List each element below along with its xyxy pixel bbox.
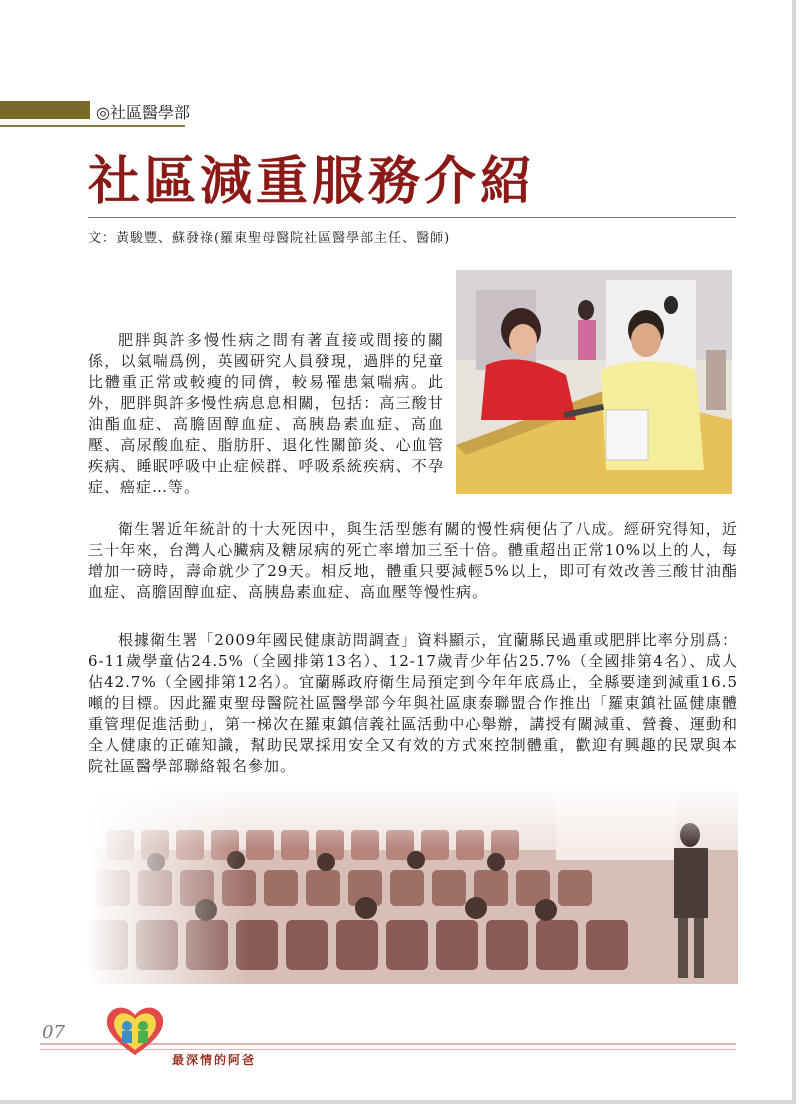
photo-blood-pressure-check-image [456,270,732,494]
paragraph-2: 衛生署近年統計的十大死因中，與生活型態有關的慢性病便佔了八成。經研究得知，近三十年來，台灣人心臟病及糖尿病的死亡率增加三至十倍。體重超出正常10%以上的人，每增加一磅時，壽命就少了29天。相反地，體重只要減輕5%以上，即可有效改善三酸甘油酯血症、高膽固醇血症、高胰島素血症、高血壓等慢性病。 [88,520,738,601]
footer-tagline: 最深情的阿爸 [172,1053,257,1067]
title-rule [88,217,736,218]
paragraph-1: 肥胖與許多慢性病之間有著直接或間接的關係，以氣喘爲例，英國研究人員發現，過胖的兒童比體重正常或較瘦的同儕，較易罹患氣喘病。此外，肥胖與許多慢性病息息相關，包括：高三酸甘油酯血症、高膽固醇血症、高胰島素血症、高血壓、高尿酸血症、脂肪肝、退化性關節炎、心血管疾病、睡眠呼吸中止症候群、呼吸系統疾病、不孕症、癌症…等。 [88,331,444,496]
photo-lecture-audience-image [86,790,738,984]
photo-lecture-audience [86,790,738,984]
section-color-bar [0,101,90,119]
page-number: 07 [42,1022,65,1043]
section-underline [0,125,185,127]
heart-logo-icon [100,1000,170,1060]
article-author: 文：黃駿豐、蘇發祿(羅東聖母醫院社區醫學部主任、醫師) [88,231,451,246]
section-label: ◎社區醫學部 [96,103,190,122]
article-title: 社區減重服務介紹 [88,151,537,212]
photo-blood-pressure-check [456,270,732,494]
paragraph-3: 根據衛生署「2009年國民健康訪問調查」資料顯示，宜蘭縣民過重或肥胖比率分別爲：6-11歲學童佔24.5%（全國排第13名）、12-17歲青少年佔25.7%（全國排第4名）、成人佔42.7%（全國排第12名）。宜蘭縣政府衛生局預定到今年年底爲止，全縣要達到減重16.5噸的目標。因此羅東聖母醫院社區醫學部今年與社區康泰聯盟合作推出「羅東鎮社區健康體重管理促進活動」，第一梯次在羅東鎮信義社區活動中心舉辦，講授有關減重、營養、運動和全人健康的正確知識，幫助民眾採用安全又有效的方式來控制體重，歡迎有興趣的民眾與本院社區醫學部聯絡報名參加。 [88,631,738,775]
heart-logo-graphic [100,1000,170,1060]
